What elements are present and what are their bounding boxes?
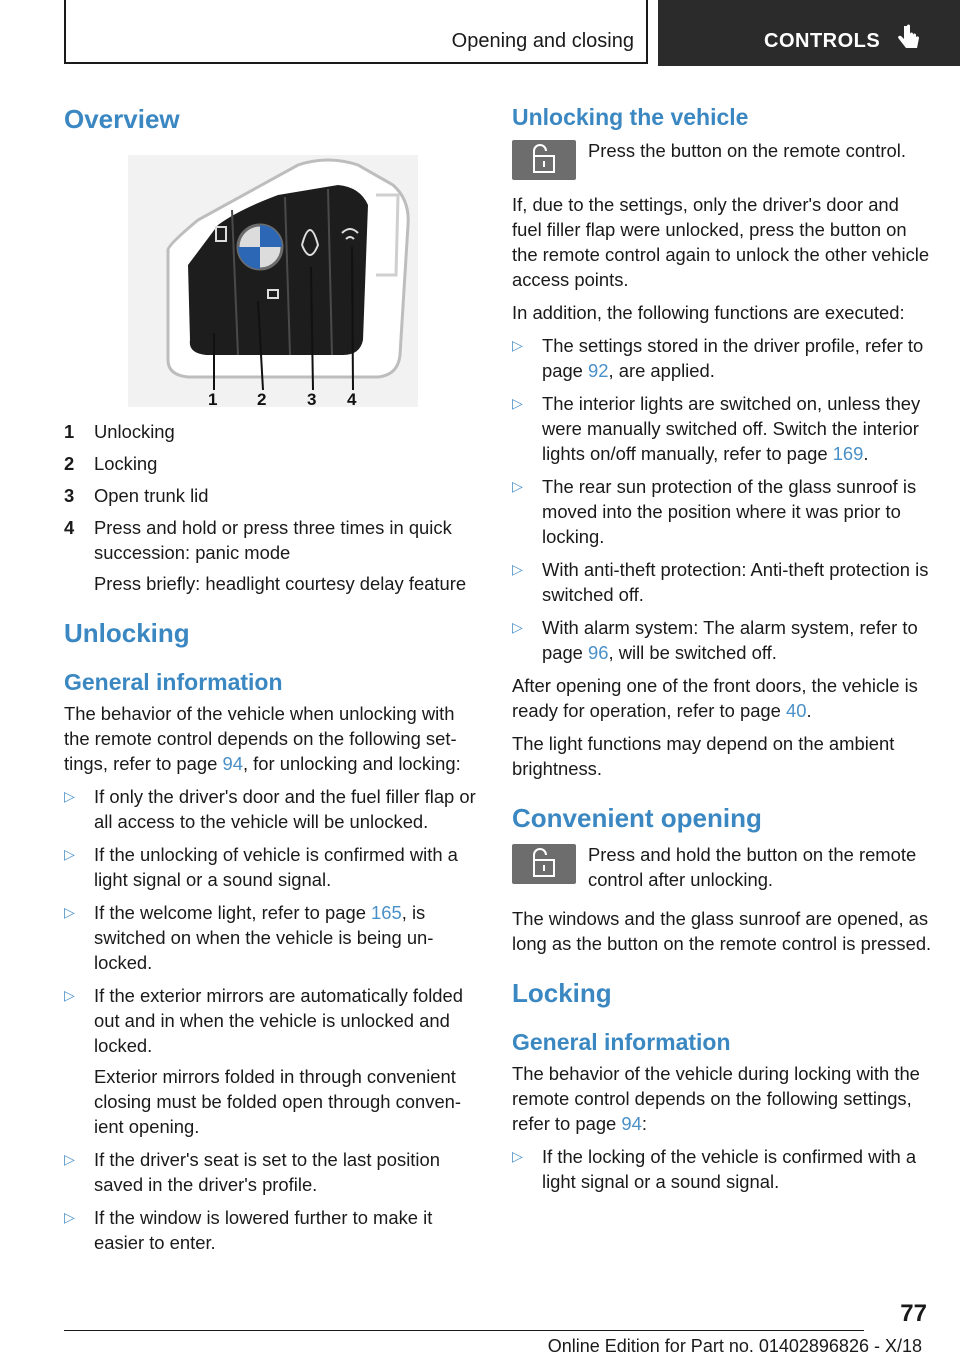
triangle-bullet-icon: ▷ bbox=[64, 903, 75, 920]
locking-general-info-heading: General information bbox=[512, 1028, 731, 1055]
item-text: The rear sun protection of the glass sunroof is moved into the position where it was prior to locking. bbox=[542, 475, 917, 547]
overview-heading: Overview bbox=[64, 104, 180, 134]
unlock-button-icon bbox=[512, 844, 576, 884]
item-text: If only the driver's door and the fuel filler flap or all access to the vehicle will be unlocked. bbox=[94, 785, 476, 832]
figure-label-2: 2 bbox=[257, 390, 267, 408]
item-text: , are applied. bbox=[608, 359, 715, 381]
remote-key-illustration bbox=[128, 155, 418, 407]
general-info-heading: General information bbox=[64, 669, 283, 696]
list-item bbox=[64, 900, 482, 975]
header-chapter-box bbox=[658, 0, 960, 66]
page-link[interactable]: 169 bbox=[832, 442, 864, 464]
list-item bbox=[64, 1147, 482, 1197]
item-text: If the unlocking of vehicle is confirmed with a light signal or a sound signal. bbox=[94, 843, 458, 890]
list-item bbox=[64, 983, 482, 1139]
triangle-bullet-icon: ▷ bbox=[512, 394, 523, 411]
footer-divider bbox=[64, 1330, 864, 1331]
unlocking-heading: Unlocking bbox=[64, 618, 190, 649]
triangle-bullet-icon: ▷ bbox=[512, 618, 523, 635]
text: The behavior of the vehicle during locking with the remote control depends on the following settings, refer to page bbox=[512, 1062, 920, 1134]
paragraph: If, due to the settings, only the driver's door and fuel filler flap were unlocked, press the button on the remote control again to unlock the other vehicle access points. bbox=[512, 193, 930, 290]
list-item bbox=[64, 419, 482, 444]
item-text: With anti-theft protection: Anti-theft protection is switched off. bbox=[542, 558, 929, 605]
unlock-instruction-text: Press the button on the remote control. bbox=[588, 139, 906, 161]
page-link[interactable]: 165 bbox=[371, 901, 402, 923]
chapter-title: CONTROLS bbox=[764, 30, 881, 52]
list-item bbox=[64, 483, 482, 508]
item-text: Unlocking bbox=[94, 421, 175, 443]
item-extra: Exterior mirrors folded in through convenient closing must be folded open through convenient opening. bbox=[94, 1065, 462, 1137]
locking-heading: Locking bbox=[512, 977, 612, 1008]
triangle-bullet-icon: ▷ bbox=[64, 1208, 75, 1225]
item-number: 4 bbox=[64, 517, 75, 539]
list-item bbox=[512, 557, 932, 607]
list-item bbox=[64, 784, 482, 834]
item-number: 3 bbox=[64, 485, 75, 507]
list-item bbox=[512, 391, 932, 466]
item-text: With alarm system: The alarm system, refer to page bbox=[542, 616, 918, 663]
paragraph: The light functions may depend on the ambient brightness. bbox=[512, 732, 895, 779]
list-item bbox=[512, 474, 932, 549]
list-item bbox=[512, 1144, 932, 1194]
triangle-bullet-icon: ▷ bbox=[512, 560, 523, 577]
left-column bbox=[64, 100, 482, 1263]
item-extra: Press briefly: headlight courtesy delay feature bbox=[94, 573, 467, 595]
triangle-bullet-icon: ▷ bbox=[512, 336, 523, 353]
convenient-instruction bbox=[512, 844, 932, 892]
triangle-bullet-icon: ▷ bbox=[512, 477, 523, 494]
item-text: If the welcome light, refer to page bbox=[94, 901, 372, 923]
item-number: 1 bbox=[64, 421, 75, 443]
triangle-bullet-icon: ▷ bbox=[64, 986, 75, 1003]
paragraph: In addition, the following functions are executed: bbox=[512, 301, 905, 323]
page-link[interactable]: 94 bbox=[621, 1112, 642, 1134]
item-text: If the locking of the vehicle is confirmed with a light signal or a sound signal. bbox=[542, 1145, 917, 1192]
triangle-bullet-icon: ▷ bbox=[64, 845, 75, 862]
page-link[interactable]: 40 bbox=[785, 699, 807, 721]
triangle-bullet-icon: ▷ bbox=[64, 787, 75, 804]
item-text: , will be switched off. bbox=[608, 641, 777, 663]
item-text: Open trunk lid bbox=[94, 485, 209, 507]
page-number: 77 bbox=[900, 1300, 927, 1327]
item-text: Locking bbox=[94, 453, 158, 475]
paragraph bbox=[512, 1061, 932, 1136]
item-text: If the driver's seat is set to the last position saved in the driver's profile. bbox=[94, 1148, 440, 1195]
text: . bbox=[806, 699, 812, 721]
item-text: Press and hold or press three times in quick succession: panic mode bbox=[94, 517, 452, 564]
triangle-bullet-icon: ▷ bbox=[512, 1147, 523, 1164]
text: , for unlocking and locking: bbox=[242, 752, 461, 774]
item-text: If the window is lowered further to make it easier to enter. bbox=[94, 1206, 433, 1253]
page-link[interactable]: 92 bbox=[588, 359, 609, 381]
unlock-settings-list bbox=[64, 784, 482, 1255]
page-link[interactable]: 94 bbox=[222, 752, 243, 774]
item-text: . bbox=[863, 442, 869, 464]
paragraph: The windows and the glass sunroof are opened, as long as the button on the remote control is pressed. bbox=[512, 907, 932, 954]
footer-edition: Online Edition for Part no. 01402896826 - X/18 bbox=[547, 1336, 922, 1356]
list-item bbox=[512, 333, 932, 383]
locking-settings-list bbox=[512, 1144, 932, 1194]
figure-label-4: 4 bbox=[347, 390, 357, 408]
right-column bbox=[512, 100, 932, 1202]
section-title: Opening and closing bbox=[451, 30, 634, 52]
text: After opening one of the front doors, the vehicle is ready for operation, refer to page bbox=[512, 674, 918, 721]
convenient-opening-heading: Convenient opening bbox=[512, 802, 762, 833]
item-number: 2 bbox=[64, 453, 75, 475]
item-text: , is switched on when the vehicle is being unlocked. bbox=[94, 901, 434, 973]
open-lock-icon bbox=[512, 844, 576, 884]
item-text: The interior lights are switched on, unless they were manually switched off. Switch the interior lights on/off manually, refer to page bbox=[542, 392, 921, 464]
triangle-bullet-icon: ▷ bbox=[64, 1150, 75, 1167]
remote-key-figure bbox=[128, 155, 418, 407]
convenient-instruction-text: Press and hold the button on the remote control after unlocking. bbox=[588, 843, 917, 890]
text: The behavior of the vehicle when unlocking with the remote control depends on the following settings, refer to page bbox=[64, 702, 457, 774]
text: : bbox=[641, 1112, 647, 1134]
figure-label-3: 3 bbox=[307, 390, 317, 408]
unlock-instruction bbox=[512, 140, 932, 180]
header-section-box bbox=[64, 0, 648, 64]
unlocking-vehicle-heading: Unlocking the vehicle bbox=[512, 104, 749, 130]
remote-buttons-list bbox=[64, 419, 482, 596]
hand-pointer-icon bbox=[896, 24, 922, 52]
list-item bbox=[64, 451, 482, 476]
item-text: If the exterior mirrors are automatically folded out and in when the vehicle is unlocked and locked. bbox=[94, 984, 463, 1056]
figure-label-1: 1 bbox=[208, 390, 218, 408]
unlock-functions-list bbox=[512, 333, 932, 665]
list-item bbox=[64, 842, 482, 892]
unlock-button-icon bbox=[512, 140, 576, 180]
list-item bbox=[64, 515, 482, 596]
open-lock-icon bbox=[512, 140, 576, 180]
list-item bbox=[64, 1205, 482, 1255]
general-info-paragraph bbox=[64, 701, 482, 776]
list-item bbox=[512, 615, 932, 665]
item-text: The settings stored in the driver profile, refer to page bbox=[542, 334, 924, 381]
page-link[interactable]: 96 bbox=[588, 641, 609, 663]
paragraph bbox=[512, 673, 932, 723]
